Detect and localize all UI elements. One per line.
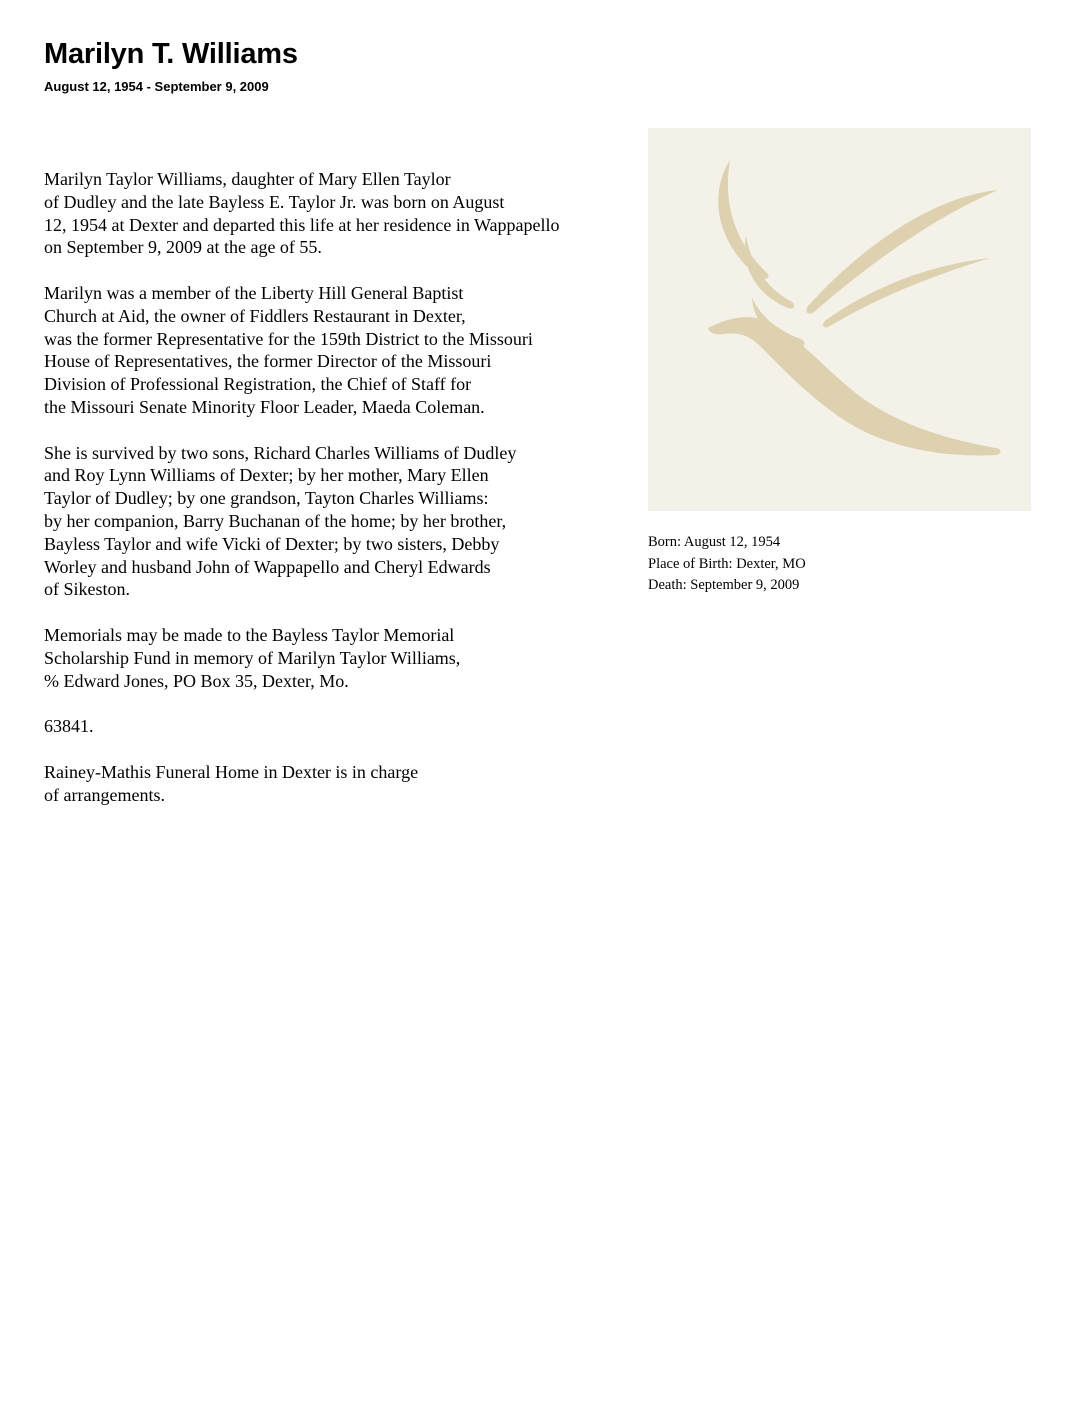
text-line: She is survived by two sons, Richard Charles Williams of Dudley — [44, 442, 517, 463]
obituary-paragraph-arrangements — [44, 761, 684, 807]
text-line: Bayless Taylor and wife Vicki of Dexter; by two sisters, Debby — [44, 533, 500, 554]
text-line: House of Representatives, the former Director of the Missouri — [44, 351, 492, 372]
text-line: Division of Professional Registration, the Chief of Staff for — [44, 374, 472, 395]
obituary-body — [44, 168, 684, 829]
text-line: Marilyn was a member of the Liberty Hill General Baptist — [44, 282, 464, 303]
text-line: Worley and husband John of Wappapello and Cheryl Edwards — [44, 556, 491, 577]
obituary-paragraph-memorials — [44, 624, 684, 692]
birth-place: Place of Birth: Dexter, MO — [648, 555, 806, 572]
text-line: Marilyn Taylor Williams, daughter of Mary Ellen Taylor — [44, 169, 451, 189]
obituary-paragraph-survivors — [44, 442, 684, 602]
text-line: 12, 1954 at Dexter and departed this life at her residence in Wappapello — [44, 214, 560, 235]
text-line: of Sikeston. — [44, 579, 131, 600]
text-line: was the former Representative for the 159th District to the Missouri — [44, 328, 533, 349]
text-line: Rainey-Mathis Funeral Home in Dexter is in charge — [44, 761, 419, 782]
text-line: Church at Aid, the owner of Fiddlers Restaurant in Dexter, — [44, 305, 466, 326]
life-dates: August 12, 1954 - September 9, 2009 — [44, 79, 269, 94]
text-line: % Edward Jones, PO Box 35, Dexter, Mo. — [44, 670, 349, 691]
text-line: of Dudley and the late Bayless E. Taylor Jr. was born on August — [44, 191, 505, 212]
text-line: of arrangements. — [44, 784, 165, 805]
death-date: Death: September 9, 2009 — [648, 577, 800, 593]
text-line: and Roy Lynn Williams of Dexter; by her mother, Mary Ellen — [44, 465, 489, 486]
page-title: Marilyn T. Williams — [44, 38, 298, 70]
vital-facts — [648, 532, 806, 597]
text-line: Scholarship Fund in memory of Marilyn Taylor Williams, — [44, 647, 461, 668]
dove-image — [648, 128, 1031, 511]
obituary-paragraph-zip — [44, 715, 684, 738]
dove-icon — [648, 128, 1031, 511]
text-line: Taylor of Dudley; by one grandson, Tayton Charles Williams: — [44, 488, 489, 509]
text-line: Memorials may be made to the Bayless Taylor Memorial — [44, 624, 455, 645]
text-line: 63841. — [44, 716, 94, 737]
birth-date: Born: August 12, 1954 — [648, 534, 781, 550]
obituary-paragraph-career — [44, 282, 684, 419]
obituary-paragraph-birth — [44, 168, 684, 259]
text-line: by her companion, Barry Buchanan of the home; by her brother, — [44, 510, 507, 531]
text-line: the Missouri Senate Minority Floor Leader, Maeda Coleman. — [44, 396, 485, 417]
text-line: on September 9, 2009 at the age of 55. — [44, 237, 322, 258]
